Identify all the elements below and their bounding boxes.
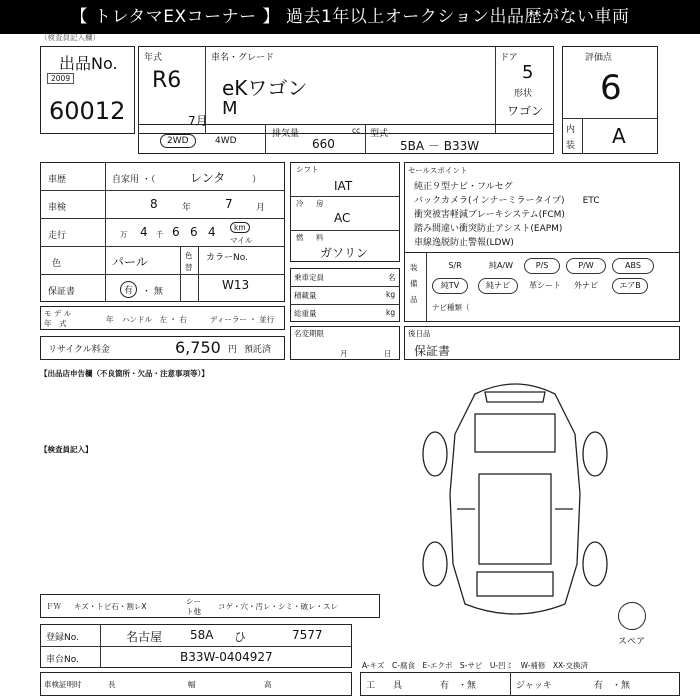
recycle-status: 預託済	[244, 345, 272, 355]
shift-value: IAT	[334, 179, 353, 193]
name-label: 車名・グレード	[211, 53, 275, 63]
color-change-1: 色	[185, 251, 193, 260]
car-outline	[450, 384, 580, 614]
wheel-rr	[583, 542, 607, 586]
change-date-month: 月	[340, 349, 348, 358]
history-label: 車歴	[48, 175, 67, 185]
shape-label: 形状	[514, 89, 533, 99]
interior-label-2: 装	[566, 141, 576, 151]
inspection-year-unit: 年	[182, 203, 192, 213]
aircon-label-2: 房	[316, 199, 324, 208]
change-date-label: 名変期限	[294, 329, 324, 338]
model-year-label-2: 年 式	[44, 319, 67, 328]
equipment-label-2: 備	[410, 279, 418, 288]
grade: M	[222, 98, 238, 119]
navi-type-label: ナビ種類（	[432, 303, 470, 312]
aircon-label-1: 冷	[296, 199, 304, 208]
cert-width: 幅	[188, 680, 196, 689]
model-year-handle: ハンドル 左 ・ 右	[122, 315, 187, 324]
chassis-value: B33W-0404927	[180, 650, 273, 664]
cert-height: 高	[264, 680, 272, 689]
mileage-digit-2: 6	[172, 225, 180, 239]
aircon-value: AC	[334, 211, 351, 225]
wheel-rl	[423, 542, 447, 586]
capacity-unit: 名	[388, 273, 396, 282]
mileage-digit-4: 4	[208, 225, 216, 239]
warranty-book-label: 保証書	[48, 287, 76, 297]
equipment-label-1: 装	[410, 263, 418, 272]
recycle-label: リサイクル料金	[48, 345, 110, 355]
recycle-unit: 円	[228, 345, 238, 355]
equip-ext-navi: 外ナビ	[574, 281, 598, 290]
auction-sheet	[0, 34, 700, 700]
sales-points-label: セールスポイント	[408, 166, 468, 175]
inspector-notes-label: 【検査員記入】	[40, 445, 93, 454]
history-close: ）	[252, 175, 262, 185]
inspection-label: 車検	[48, 203, 67, 213]
inspection-month-unit: 月	[256, 203, 266, 213]
after-date-label: 後日品	[408, 329, 431, 338]
tools-label: 工 具	[366, 681, 403, 691]
equip-alloy-wheel: 純A/W	[488, 261, 514, 270]
banner-title: 【 トレタマEXコーナー 】 過去1年以上オークション出品歴がない車両	[0, 0, 700, 34]
mileage-km: km	[230, 222, 250, 233]
displacement-label: 排気量	[272, 129, 300, 139]
equip-power-window: P/W	[566, 258, 606, 274]
equip-sr: S/R	[448, 261, 462, 270]
roof	[479, 474, 551, 564]
drive-2wd: 2WD	[160, 134, 196, 148]
mileage-digit-1: 4	[140, 225, 148, 239]
load-unit: kg	[386, 290, 396, 299]
mileage-digit-3: 6	[190, 225, 198, 239]
equip-airbag: エアB	[612, 278, 648, 294]
displacement-value: 660	[312, 137, 335, 151]
displacement-unit: cc	[352, 126, 361, 135]
lot-stamp: 2009	[47, 73, 74, 84]
cert-label: 車検証明时	[44, 680, 82, 689]
registration-class: 58A	[190, 628, 214, 642]
sales-point-line-3: 衝突被害軽減ブレーキシステム(FCM)	[414, 210, 565, 220]
spare-tire-icon	[618, 602, 646, 630]
color-change-2: 替	[185, 263, 193, 272]
color-label: 色	[52, 259, 62, 269]
score-label: 評価点	[585, 53, 613, 63]
drive-4wd: 4WD	[215, 136, 237, 146]
registration-kana: ひ	[234, 630, 247, 644]
doors-value: 5	[522, 62, 534, 83]
equip-power-steering: P/S	[524, 258, 560, 274]
score-value: 6	[600, 68, 622, 108]
fuel-label-2: 料	[316, 233, 324, 242]
wheel-fr	[583, 432, 607, 476]
model-name: eKワゴン	[222, 76, 308, 100]
chassis-label: 車台No.	[46, 655, 79, 665]
warranty-book-yes: 有	[120, 281, 137, 298]
jack-yes: 有	[594, 681, 604, 691]
car-diagram	[415, 374, 615, 624]
mileage-man: 万	[120, 230, 128, 239]
fuel-value: ガソリン	[320, 246, 369, 260]
mileage-mile: マイル	[230, 236, 253, 245]
year-label: 年式	[144, 53, 163, 63]
weight-label: 総重量	[294, 309, 317, 318]
fuel-label-1: 燃	[296, 233, 304, 242]
sales-point-line-2: バックカメラ(インナーミラータイプ) ETC	[414, 196, 600, 206]
capacity-label: 乗車定員	[294, 273, 324, 282]
year-month: 7月	[188, 114, 208, 128]
tools-yes: 有	[440, 681, 450, 691]
sales-point-line-5: 車線逸脱防止警報(LDW)	[414, 238, 514, 248]
cert-length: 長	[108, 680, 116, 689]
registration-number: 7577	[292, 628, 323, 642]
weight-unit: kg	[386, 308, 396, 317]
interior-score: A	[612, 124, 626, 148]
sales-point-line-4: 踏み間違い衝突防止アシスト(EAPM)	[414, 224, 563, 234]
year-era: R6	[152, 68, 182, 93]
registration-label: 登録No.	[46, 633, 79, 643]
front-bumper	[485, 392, 545, 402]
equip-leather: 革シート	[529, 281, 561, 290]
equipment-label-3: 品	[410, 295, 418, 304]
shape-value: ワゴン	[507, 104, 544, 118]
equip-abs: ABS	[612, 258, 654, 274]
mileage-sen: 千	[156, 230, 164, 239]
lot-number: 60012	[49, 97, 126, 125]
model-year-dealer: ディーラー ・ 並行	[210, 315, 275, 324]
equip-tv: 純TV	[432, 278, 468, 294]
seat-label-2: ト他	[186, 607, 201, 616]
jack-label: ジャッキ	[516, 681, 552, 691]
model-code-value: 5BA － B33W	[400, 139, 480, 153]
recycle-value: 6,750	[175, 338, 221, 357]
mileage-label: 走行	[48, 231, 67, 241]
damage-legend: A-キズ C-腐食 E-エクボ S-サビ U-凹ミ W-補修 XX-交換済	[362, 661, 588, 670]
load-label: 積載量	[294, 291, 317, 300]
shift-label: シフト	[296, 165, 319, 174]
color-code-label: カラーNo.	[206, 253, 248, 263]
registration-area: 名古屋	[126, 630, 163, 644]
equip-navi: 純ナビ	[478, 278, 518, 294]
interior-label-1: 内	[566, 125, 576, 135]
seller-notes-label: 【出品店申告欄（不良箇所・欠品・注意事項等）】	[40, 369, 209, 378]
model-code-label: 型式	[370, 129, 389, 139]
lot-label: 出品No.	[59, 54, 118, 73]
spare-label: スペア	[618, 637, 646, 647]
inspection-year: 8	[150, 197, 158, 211]
doors-label: ドア	[500, 53, 518, 63]
history-value: レンタ	[190, 171, 226, 185]
color-value: パール	[112, 255, 148, 269]
tools-no: ・無	[458, 681, 477, 691]
cert-row	[40, 672, 352, 696]
seat-label-1: シー	[186, 597, 201, 606]
color-code: W13	[222, 278, 250, 292]
hood	[475, 414, 555, 452]
seat-text: コゲ・穴・汚レ・シミ・破レ・スレ	[218, 602, 338, 611]
spec-row	[138, 124, 554, 154]
warranty-book-no: ・ 無	[142, 287, 163, 297]
trunk	[477, 572, 553, 596]
model-year-label-1: モ デ ル	[44, 309, 72, 318]
inspection-month: 7	[225, 197, 233, 211]
fw-text: キズ・トビ石・割レX	[74, 602, 147, 611]
model-year-year: 年	[106, 315, 114, 324]
header-note: （検査員記入欄）	[40, 33, 100, 42]
after-date-value: 保証書	[414, 344, 451, 358]
fw-label: ＦＷ	[46, 602, 61, 611]
lot-box	[40, 46, 135, 134]
wheel-fl	[423, 432, 447, 476]
history-options: 自家用 ・（	[112, 175, 156, 185]
sales-point-line-1: 純正９型ナビ・フルセグ	[414, 182, 513, 192]
change-date-day: 日	[384, 349, 392, 358]
jack-no: ・無	[612, 681, 631, 691]
